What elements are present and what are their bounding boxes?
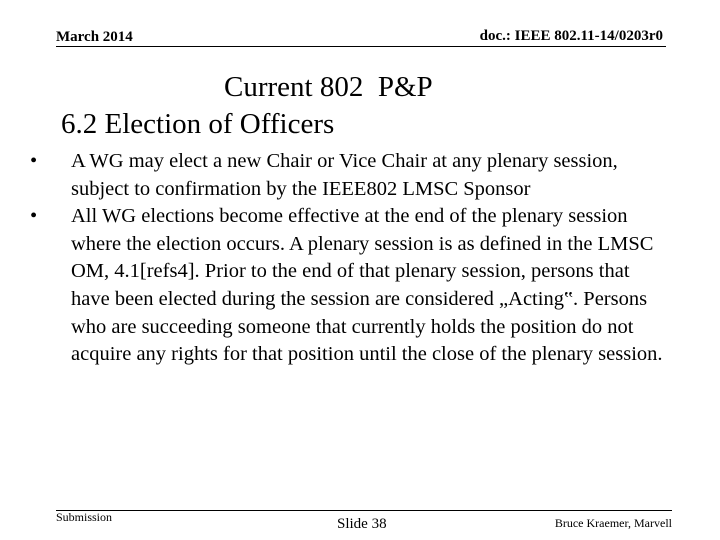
bullet-text: A WG may elect a new Chair or Vice Chair at any plenary session, subject to confirmation by the IEEE802 LMSC Sponsor xyxy=(71,150,618,200)
footer-divider xyxy=(56,510,672,511)
bullet-item xyxy=(30,148,670,203)
bullet-marker: • xyxy=(30,205,38,228)
bullet-list xyxy=(30,148,670,369)
slide-title-line-2: 6.2 Election of Officers xyxy=(61,108,335,140)
header-date: March 2014 xyxy=(56,29,133,45)
footer-slide-number: Slide 38 xyxy=(337,516,387,532)
slide-title-line-1: Current 802 P&P xyxy=(224,71,433,103)
bullet-marker: • xyxy=(30,150,38,172)
header-divider xyxy=(56,46,666,47)
footer-author: Bruce Kraemer, Marvell xyxy=(554,516,672,530)
footer-submission: Submission xyxy=(56,510,113,524)
bullet-text: All WG elections become effective at the end of the plenary session where the election occurs. A plenary session is as defined in the LMSC OM, 4.1[refs4]. Prior to the end of that plenary session, persons that have been elected during the session are considered „Acting‟. Persons who are succeeding someone that currently holds the position do not acquire any rights for that position until the close of the plenary session. xyxy=(71,205,663,366)
bullet-item xyxy=(30,203,670,369)
header-doc-id: doc.: IEEE 802.11-14/0203r0 xyxy=(479,28,663,44)
